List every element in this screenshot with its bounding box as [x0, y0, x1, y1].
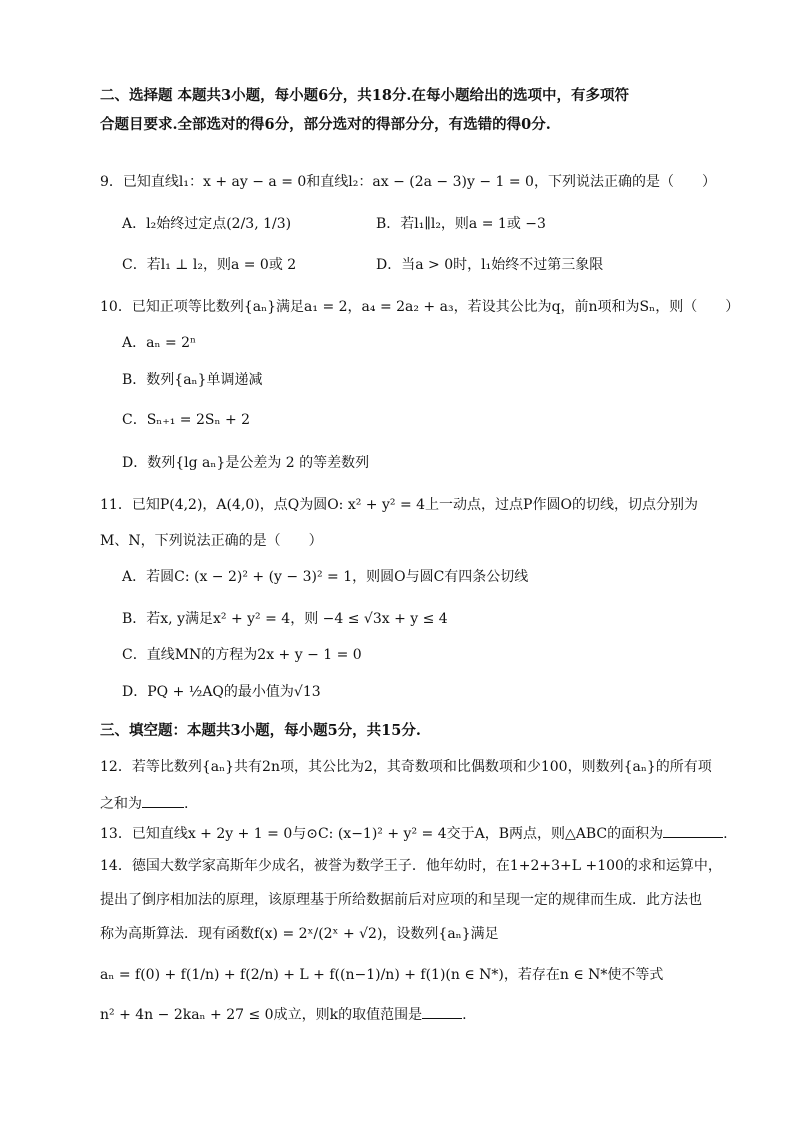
q9-stem: 9．已知直线l₁：x + ay − a = 0和直线l₂：ax − (2a − 3)y − 1 = 0，下列说法正确的是（ ）	[100, 174, 716, 190]
q9-option-d: D．当a > 0时，l₁始终不过第三象限	[376, 257, 604, 273]
q10-option-a: A．aₙ = 2ⁿ	[122, 335, 197, 351]
q12-line1: 12．若等比数列{aₙ}共有2n项，其公比为2，其奇数项和比偶数项和少100，则数列{aₙ}的所有项	[100, 759, 712, 775]
q14-answer-blank[interactable]	[422, 1004, 462, 1019]
q9-option-c: C．若l₁ ⊥ l₂，则a = 0或 2	[122, 257, 297, 273]
q10-stem: 10．已知正项等比数列{aₙ}满足a₁ = 2，a₄ = 2a₂ + a₃，若设其公比为q，前n项和为Sₙ，则（ ）	[100, 299, 740, 315]
q14-line5-end: .	[462, 1007, 467, 1023]
q11-stem-line2: M、N，下列说法正确的是（ ）	[100, 533, 323, 549]
q13-end: .	[723, 826, 728, 842]
q14-line5-text: n² + 4n − 2kaₙ + 27 ≤ 0成立，则k的取值范围是	[100, 1007, 423, 1023]
q13-answer-blank[interactable]	[663, 823, 723, 838]
section2-line1: 二、选择题 本题共3小题，每小题6分，共18分.在每小题给出的选项中，有多项符	[100, 87, 629, 104]
q9-option-b: B．若l₁∥l₂，则a = 1或 −3	[376, 216, 546, 232]
q11-option-a: A．若圆C: (x − 2)² + (y − 3)² = 1，则圆O与圆C有四条公切线	[122, 569, 529, 585]
q10-option-c: C．Sₙ₊₁ = 2Sₙ + 2	[122, 412, 251, 428]
q11-stem-line1: 11．已知P(4,2)，A(4,0)，点Q为圆O: x² + y² = 4上一动点，过点P作圆O的切线，切点分别为	[100, 497, 698, 513]
q11-option-b: B．若x, y满足x² + y² = 4，则 −4 ≤ √3x + y ≤ 4	[122, 611, 448, 627]
q12-answer-blank[interactable]	[142, 793, 184, 808]
q14-line3: 称为高斯算法．现有函数f(x) = 2ˣ/(2ˣ + √2)，设数列{aₙ}满足	[100, 926, 499, 942]
q11-option-c: C．直线MN的方程为2x + y − 1 = 0	[122, 647, 362, 663]
q10-option-b: B．数列{aₙ}单调递减	[122, 372, 263, 388]
q12-line2	[100, 793, 188, 814]
q14-line1: 14．德国大数学家高斯年少成名，被誉为数学王子．他年幼时，在1+2+3+L +100的求和运算中，	[100, 858, 722, 874]
q10-option-d: D．数列{lg aₙ}是公差为 2 的等差数列	[122, 455, 370, 471]
q12-line2-end: .	[184, 796, 189, 812]
q12-line2-text: 之和为	[100, 796, 142, 812]
section2-line2: 合题目要求.全部选对的得6分，部分选对的得部分分，有选错的得0分.	[100, 116, 551, 133]
q9-option-a: A．l₂始终过定点(2/3, 1/3)	[122, 216, 292, 232]
q14-line5	[100, 1004, 467, 1025]
q14-line4: aₙ = f(0) + f(1/n) + f(2/n) + L + f((n−1)/n) + f(1)(n ∈ N*)，若存在n ∈ N*使不等式	[100, 967, 664, 983]
q13-text: 13．已知直线x + 2y + 1 = 0与⊙C: (x−1)² + y² = 4交于A，B两点，则△ABC的面积为	[100, 826, 664, 842]
section3-line1: 三、填空题：本题共3小题，每小题5分，共15分.	[100, 722, 421, 739]
q14-line2: 提出了倒序相加法的原理，该原理基于所给数据前后对应项的和呈现一定的规律而生成．此方法也	[100, 892, 702, 908]
q11-option-d: D．PQ + ½AQ的最小值为√13	[122, 684, 321, 700]
q13-line	[100, 823, 728, 844]
